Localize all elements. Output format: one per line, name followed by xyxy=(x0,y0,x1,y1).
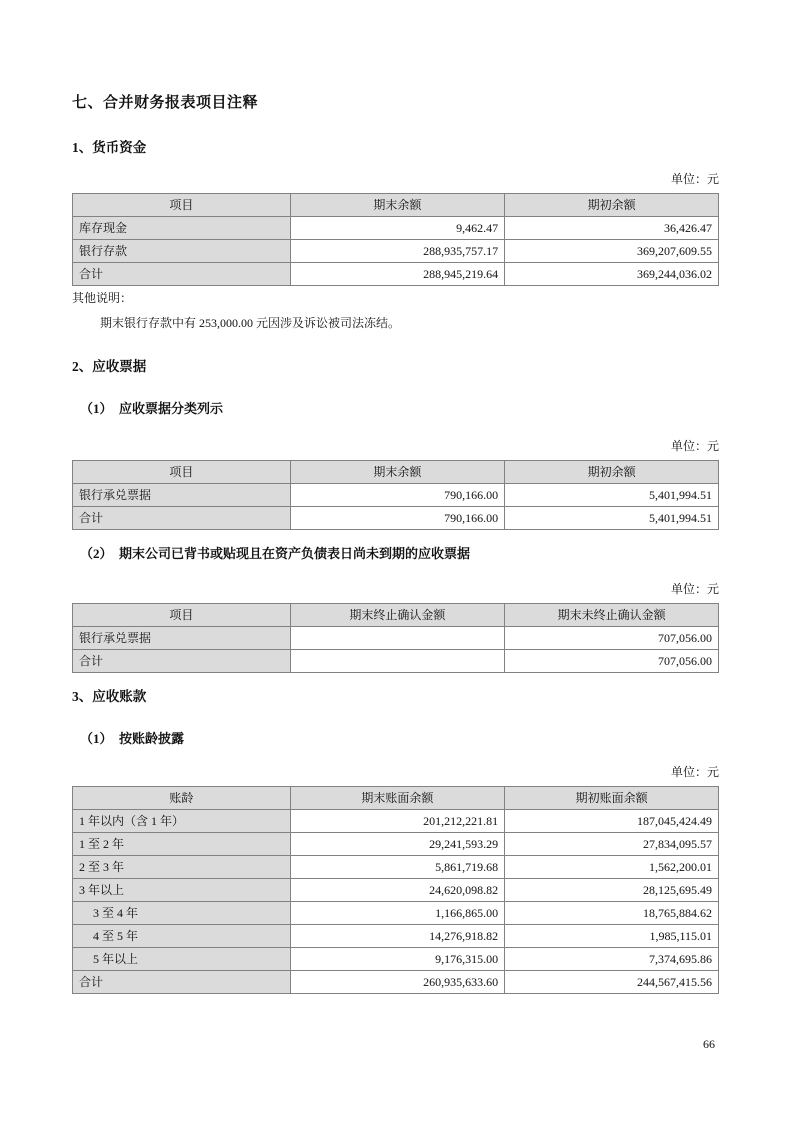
cell-value: 9,176,315.00 xyxy=(290,948,504,971)
cell-value: 29,241,593.29 xyxy=(290,833,504,856)
cell-value: 790,166.00 xyxy=(290,484,504,507)
row-label: 3 至 4 年 xyxy=(73,902,291,925)
cell-value: 288,945,219.64 xyxy=(290,263,504,286)
row-label: 库存现金 xyxy=(73,217,291,240)
column-header: 项目 xyxy=(73,461,291,484)
other-note-text: 期末银行存款中有 253,000.00 元因涉及诉讼被司法冻结。 xyxy=(100,316,401,330)
unit-label: 单位：元 xyxy=(670,765,719,779)
table-row xyxy=(73,507,719,530)
table-row xyxy=(73,971,719,994)
row-label: 2 至 3 年 xyxy=(73,856,291,879)
cell-value: 369,244,036.02 xyxy=(505,263,719,286)
section-2-sub-2-heading: （2） 期末公司已背书或贴现且在资产负债表日尚未到期的应收票据 xyxy=(80,546,471,561)
accounts-receivable-aging-table xyxy=(72,786,719,994)
cell-value: 36,426.47 xyxy=(505,217,719,240)
cell-value: 187,045,424.49 xyxy=(505,810,719,833)
cell-value: 5,401,994.51 xyxy=(505,484,719,507)
cell-value: 260,935,633.60 xyxy=(290,971,504,994)
page-title: 七、合并财务报表项目注释 xyxy=(72,95,259,111)
row-label: 1 年以内（含 1 年） xyxy=(73,810,291,833)
cell-value: 707,056.00 xyxy=(505,650,719,673)
cell-value: 369,207,609.55 xyxy=(505,240,719,263)
other-note-label: 其他说明： xyxy=(72,291,133,305)
table-row xyxy=(73,484,719,507)
section-1-heading: 1、货币资金 xyxy=(72,140,147,155)
column-header: 项目 xyxy=(73,604,291,627)
section-2-heading: 2、应收票据 xyxy=(72,359,147,374)
unit-label: 单位：元 xyxy=(670,172,719,186)
row-label: 银行承兑票据 xyxy=(73,484,291,507)
monetary-funds-table xyxy=(72,193,719,286)
cell-value: 28,125,695.49 xyxy=(505,879,719,902)
table-row xyxy=(73,650,719,673)
cell-value: 9,462.47 xyxy=(290,217,504,240)
table-row xyxy=(73,948,719,971)
cell-value: 5,401,994.51 xyxy=(505,507,719,530)
column-header: 期末账面余额 xyxy=(290,787,504,810)
cell-value: 1,166,865.00 xyxy=(290,902,504,925)
column-header: 期初余额 xyxy=(505,194,719,217)
endorsed-notes-table xyxy=(72,603,719,673)
cell-value: 7,374,695.86 xyxy=(505,948,719,971)
table-header-row xyxy=(73,604,719,627)
section-3-heading: 3、应收账款 xyxy=(72,689,147,704)
cell-value: 1,562,200.01 xyxy=(505,856,719,879)
unit-label: 单位：元 xyxy=(670,582,719,596)
table-row xyxy=(73,902,719,925)
table-row xyxy=(73,240,719,263)
table-row xyxy=(73,810,719,833)
table-header-row xyxy=(73,194,719,217)
row-label: 5 年以上 xyxy=(73,948,291,971)
row-label: 合计 xyxy=(73,263,291,286)
notes-receivable-classification-table xyxy=(72,460,719,530)
table-row xyxy=(73,879,719,902)
column-header: 期末终止确认金额 xyxy=(290,604,504,627)
row-label: 4 至 5 年 xyxy=(73,925,291,948)
page-number: 66 xyxy=(703,1037,715,1051)
column-header: 期初账面余额 xyxy=(505,787,719,810)
row-label: 1 至 2 年 xyxy=(73,833,291,856)
table-row xyxy=(73,263,719,286)
table-row xyxy=(73,833,719,856)
column-header: 项目 xyxy=(73,194,291,217)
cell-value: 707,056.00 xyxy=(505,627,719,650)
table-header-row xyxy=(73,461,719,484)
table-header-row xyxy=(73,787,719,810)
cell-value: 244,567,415.56 xyxy=(505,971,719,994)
cell-value: 201,212,221.81 xyxy=(290,810,504,833)
column-header: 期末余额 xyxy=(290,194,504,217)
column-header: 期初余额 xyxy=(505,461,719,484)
cell-value: 1,985,115.01 xyxy=(505,925,719,948)
row-label: 3 年以上 xyxy=(73,879,291,902)
cell-value xyxy=(290,627,504,650)
cell-value: 14,276,918.82 xyxy=(290,925,504,948)
cell-value: 27,834,095.57 xyxy=(505,833,719,856)
row-label: 合计 xyxy=(73,507,291,530)
table-row xyxy=(73,925,719,948)
row-label: 合计 xyxy=(73,650,291,673)
cell-value: 288,935,757.17 xyxy=(290,240,504,263)
table-row xyxy=(73,217,719,240)
column-header: 期末未终止确认金额 xyxy=(505,604,719,627)
cell-value: 790,166.00 xyxy=(290,507,504,530)
cell-value: 18,765,884.62 xyxy=(505,902,719,925)
row-label: 合计 xyxy=(73,971,291,994)
row-label: 银行承兑票据 xyxy=(73,627,291,650)
table-row xyxy=(73,627,719,650)
column-header: 账龄 xyxy=(73,787,291,810)
column-header: 期末余额 xyxy=(290,461,504,484)
cell-value: 24,620,098.82 xyxy=(290,879,504,902)
section-2-sub-1-heading: （1） 应收票据分类列示 xyxy=(80,401,224,416)
cell-value: 5,861,719.68 xyxy=(290,856,504,879)
section-3-sub-1-heading: （1） 按账龄披露 xyxy=(80,731,185,746)
table-row xyxy=(73,856,719,879)
cell-value xyxy=(290,650,504,673)
row-label: 银行存款 xyxy=(73,240,291,263)
unit-label: 单位：元 xyxy=(670,439,719,453)
